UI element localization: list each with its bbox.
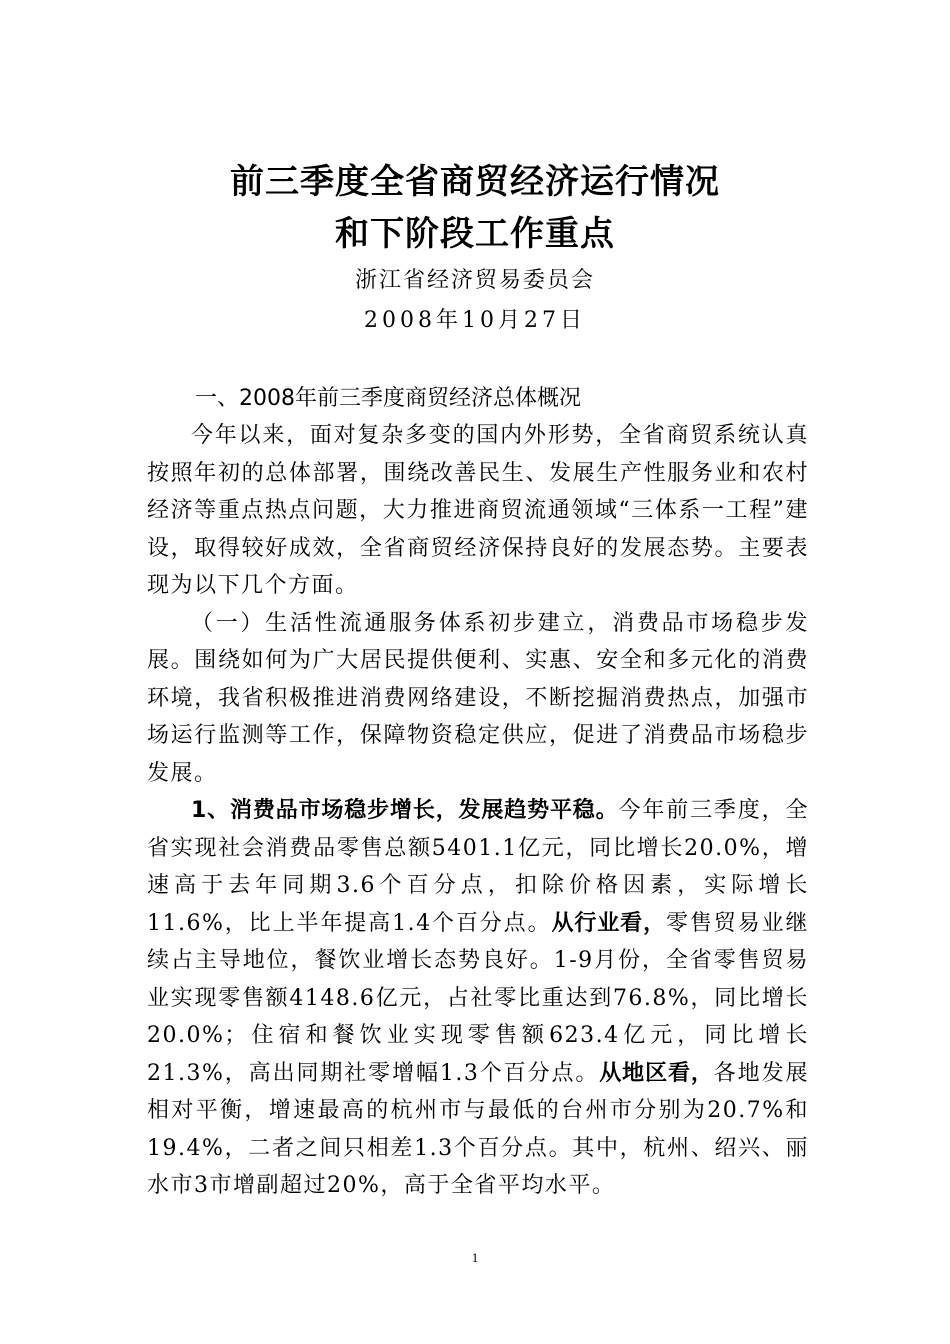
bold-lead-by-region: 从地区看， — [599, 1060, 714, 1086]
text-by-region: 各地发展相对平衡，增速最高的杭州市与最低的台州市分别为20.7%和19.4%，二者之间只相差1.3个百分点。其中，杭州、绍兴、丽水市3市增副超过20%，高于全省平均水平。 — [147, 1060, 809, 1198]
bold-lead-by-industry: 从行业看， — [551, 910, 666, 936]
text-by-industry: 零售贸易业继续占主导地位，餐饮业增长态势良好。1-9月份，全省零售贸易业实现零售额4148.6亿元，占社零比重达到76.8%，同比增长20.0%；住宿和餐饮业实现零售额623.4亿元，同比增长21.3%，高出同期社零增幅1.3个百分点。 — [147, 910, 809, 1086]
document-date: 2008年10月27日 — [364, 308, 586, 333]
document-body — [147, 380, 809, 1205]
section-heading: 一、2008年前三季度商贸经济总体概况 — [195, 386, 581, 411]
bold-lead-consumer-market: 1、消费品市场稳步增长，发展趋势平稳。 — [191, 798, 619, 823]
document-title-line1: 前三季度全省商贸经济运行情况 — [230, 162, 720, 202]
text-consumer-market: 今年前三季度，全省实现社会消费品零售总额5401.1亿元，同比增长20.0%，增速高于去年同期3.6个百分点，扣除价格因素，实际增长11.6%，比上半年提高1.4个百分点。 — [147, 798, 809, 936]
paragraph-subsection-one: （一）生活性流通服务体系初步建立，消费品市场稳步发展。围绕如何为广大居民提供便利、实惠、安全和多元化的消费环境，我省积极推进消费网络建设，不断挖掘消费热点，加强市场运行监测等工作，保障物资稳定供应，促进了消费品市场稳步发展。 — [147, 610, 809, 786]
paragraph-intro: 今年以来，面对复杂多变的国内外形势，全省商贸系统认真按照年初的总体部署，围绕改善民生、发展生产性服务业和农村经济等重点热点问题，大力推进商贸流通领域“三体系一工程”建设，取得较好成效，全省商贸经济保持良好的发展态势。主要表现为以下几个方面。 — [147, 423, 809, 598]
issuing-organization: 浙江省经济贸易委员会 — [354, 268, 595, 293]
page-number: 1 — [471, 1250, 479, 1265]
document-title-line2: 和下阶段工作重点 — [335, 214, 615, 254]
paragraph-consumer-market — [147, 792, 809, 1205]
